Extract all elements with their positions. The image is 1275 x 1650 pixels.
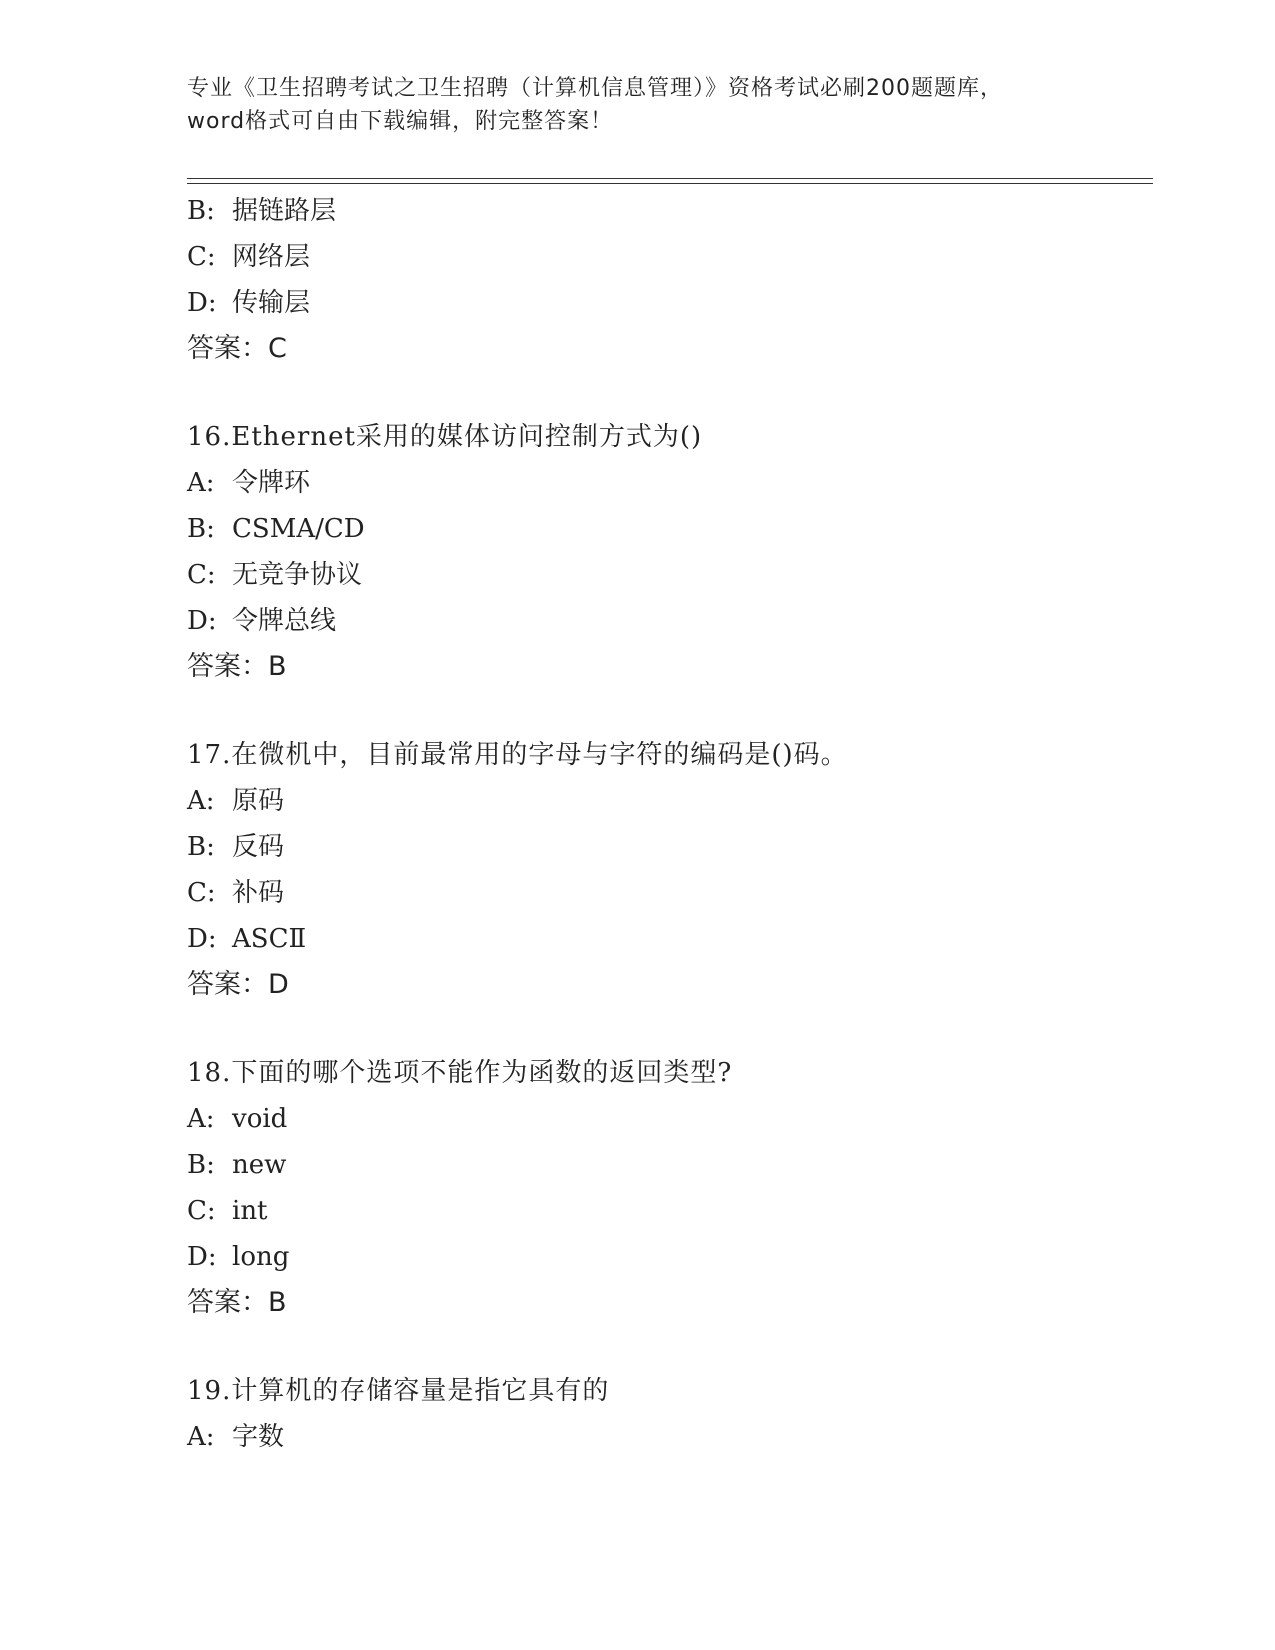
option-tag: C: [187,1196,216,1226]
option-text: 补码 [232,878,285,908]
option-row [187,280,1147,326]
question-list [187,188,1147,1460]
option-row [187,598,1147,644]
header-divider-bottom [187,183,1153,184]
option-row [187,506,1147,552]
option-tag: D: [187,606,217,636]
question-stem: 19.计算机的存储容量是指它具有的 [187,1376,610,1406]
option-text: void [232,1104,288,1134]
option-tag: B: [187,196,215,226]
option-text: ASCⅡ [232,924,307,954]
option-row [187,916,1147,962]
option-row [187,824,1147,870]
option-row [187,460,1147,506]
option-row [187,188,1147,234]
question-stem: 18.下面的哪个选项不能作为函数的返回类型? [187,1058,733,1088]
option-row [187,1096,1147,1142]
option-text: long [232,1242,290,1272]
option-text: 反码 [232,832,285,862]
option-row [187,1234,1147,1280]
option-text: 原码 [232,786,285,816]
option-text: 令牌环 [232,468,311,498]
option-tag: A: [187,468,215,498]
header-title-line-2: word格式可自由下载编辑，附完整答案！ [187,109,614,134]
header-divider-top [187,178,1153,179]
option-tag: D: [187,924,217,954]
option-text: new [232,1150,287,1180]
option-text: 据链路层 [232,196,337,226]
option-text: 无竞争协议 [232,560,363,590]
option-text: CSMA/CD [232,514,365,544]
question-stem: 17.在微机中，目前最常用的字母与字符的编码是()码。 [187,740,848,770]
option-tag: A: [187,1422,215,1452]
answer-line: 答案：B [187,651,287,682]
option-text: int [232,1196,268,1226]
option-text: 网络层 [232,242,311,272]
option-tag: C: [187,878,216,908]
option-row [187,1414,1147,1460]
answer-line: 答案：D [187,969,289,1000]
option-text: 令牌总线 [232,606,337,636]
question-stem: 16.Ethernet采用的媒体访问控制方式为() [187,422,703,452]
option-row [187,234,1147,280]
document-header [187,72,1087,138]
option-tag: D: [187,1242,217,1272]
option-text: 字数 [232,1422,285,1452]
option-tag: C: [187,560,216,590]
header-title-line-1: 专业《卫生招聘考试之卫生招聘（计算机信息管理）》资格考试必刷200题题库， [187,76,1003,101]
answer-line: 答案：C [187,333,287,364]
option-tag: B: [187,832,215,862]
option-row [187,870,1147,916]
option-tag: D: [187,288,217,318]
option-text: 传输层 [232,288,311,318]
option-tag: C: [187,242,216,272]
answer-line: 答案：B [187,1287,287,1318]
option-row [187,552,1147,598]
option-row [187,1188,1147,1234]
option-tag: B: [187,1150,215,1180]
option-tag: B: [187,514,215,544]
option-tag: A: [187,786,215,816]
option-row [187,778,1147,824]
option-tag: A: [187,1104,215,1134]
option-row [187,1142,1147,1188]
